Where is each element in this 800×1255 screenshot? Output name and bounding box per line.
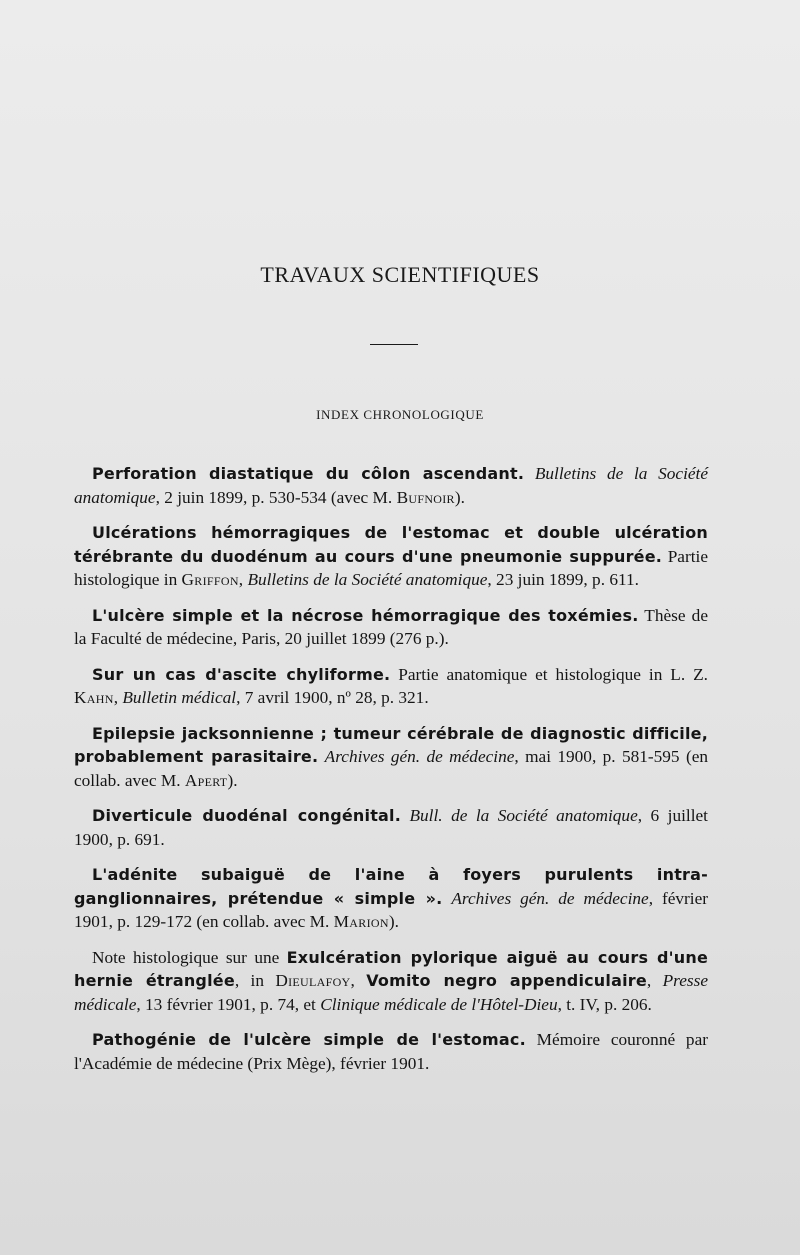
publication-entry: Pathogénie de l'ulcère simple de l'estomac. Mémoire couronné par l'Académie de médecine (Prix Mège), février 1901. xyxy=(74,1030,708,1073)
page-subtitle: INDEX CHRONOLOGIQUE xyxy=(316,407,484,422)
publication-entry: Note histologique sur une Exulcération pylorique aiguë au cours d'une hernie étranglée, in Dieulafoy, Vomito negro appendiculaire, Presse médicale, 13 février 1901, p. 74, et Clinique médicale de l'Hôtel-Dieu, t. IV, p. 206. xyxy=(74,947,709,1014)
page-title: TRAVAUX SCIENTIFIQUES xyxy=(260,262,540,287)
publication-entry: L'adénite subaiguë de l'aine à foyers purulents intra-ganglionnaires, prétendue « simple ». Archives gén. de médecine, février 1901, p. 129-172 (en collab. avec M. Marion). xyxy=(74,865,709,931)
publication-entry: Sur un cas d'ascite chyliforme. Partie anatomique et histologique in L. Z. Kahn, Bulletin médical, 7 avril 1900, nº 28, p. 321. xyxy=(74,664,709,707)
title-rule xyxy=(370,344,418,345)
publication-entry: Perforation diastatique du côlon ascendant. Bulletins de la Société anatomique, 2 juin 1899, p. 530-534 (avec M. Bufnoir). xyxy=(74,464,709,507)
publication-entry: Epilepsie jacksonnienne ; tumeur cérébrale de diagnostic difficile, probablement parasitaire. Archives gén. de médecine, mai 1900, p. 581-595 (en collab. avec M. Apert). xyxy=(74,723,709,790)
publication-entry: Ulcérations hémorragiques de l'estomac et double ulcération térébrante du duodénum au cours d'une pneumonie suppurée. Partie histologique in Griffon, Bulletins de la Société anatomique, 23 juin 1899, p. 611. xyxy=(74,523,708,589)
publication-entry: Diverticule duodénal congénital. Bull. de la Société anatomique, 6 juillet 1900, p. 691. xyxy=(74,806,708,849)
publication-list xyxy=(74,462,708,1087)
publication-entry: L'ulcère simple et la nécrose hémorragique des toxémies. Thèse de la Faculté de médecine, Paris, 20 juillet 1899 (276 p.). xyxy=(74,605,708,648)
